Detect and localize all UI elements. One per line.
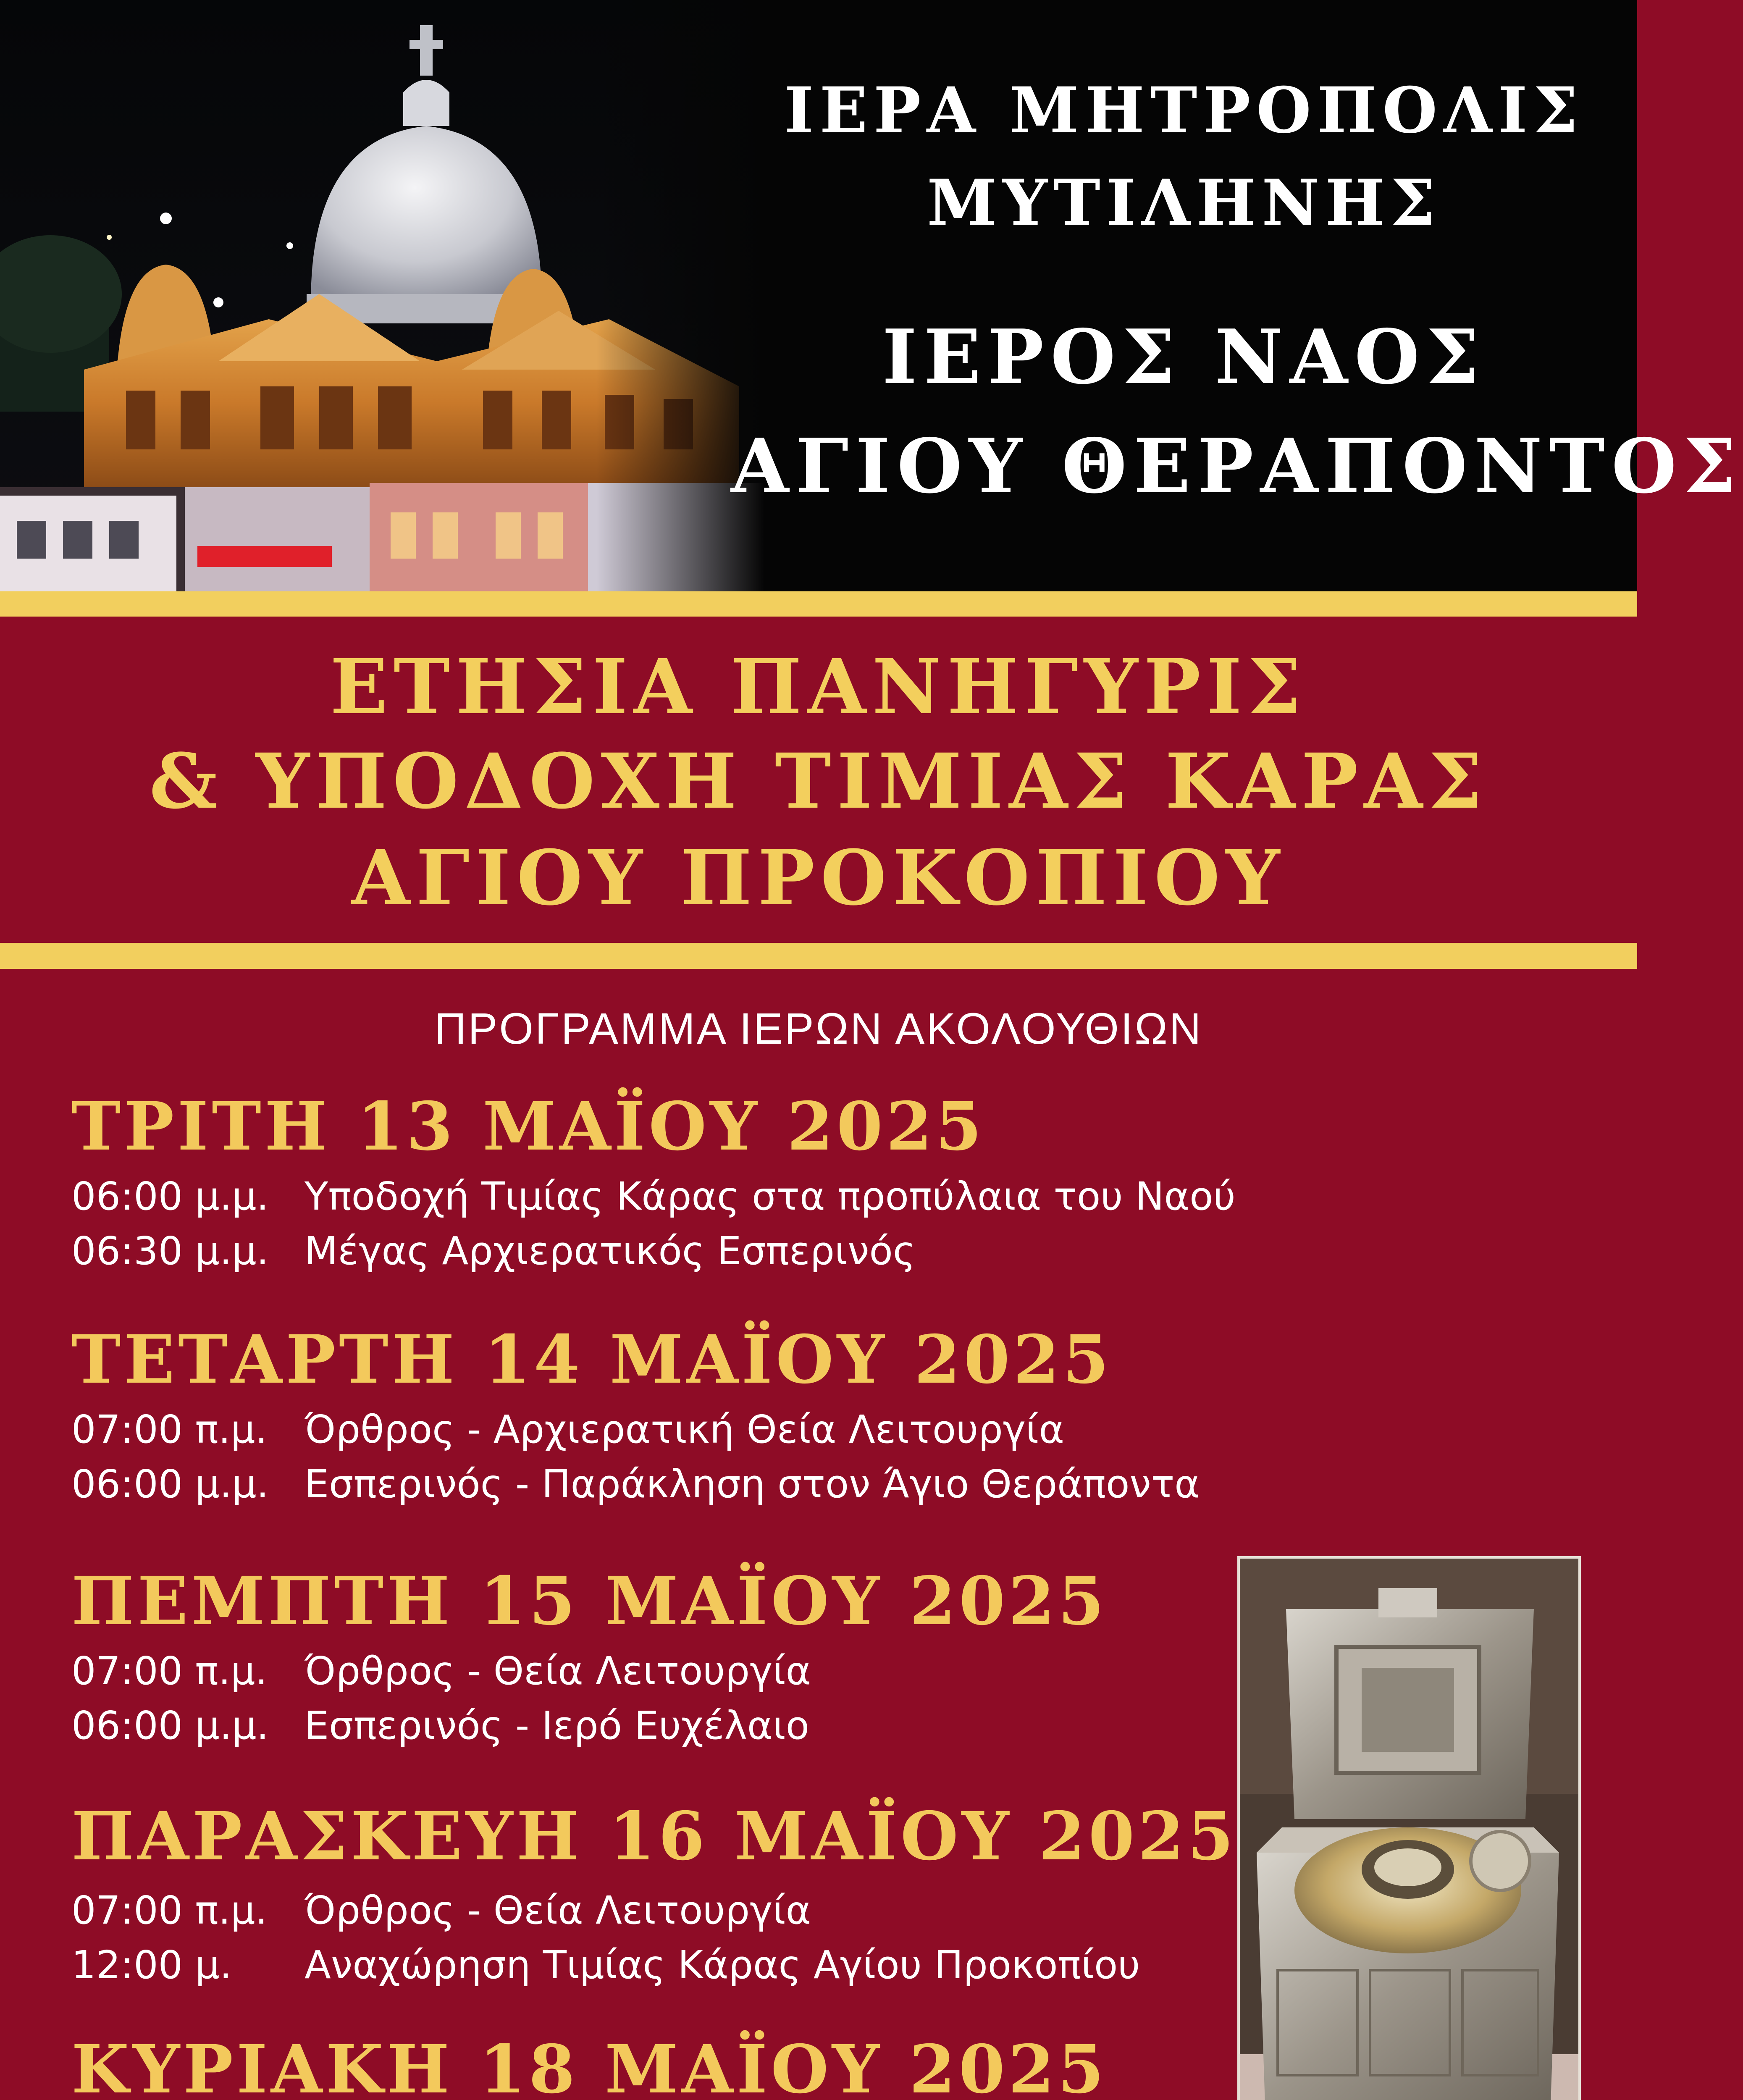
gold-divider-bottom xyxy=(0,943,1637,969)
service-desc: Όρθρος - Θεία Λειτουργία xyxy=(304,1888,811,1933)
service-time: 07:00 π.μ. xyxy=(71,1648,268,1693)
church-title-line1: ΙΕΡΟΣ ΝΑΟΣ xyxy=(882,313,1486,401)
service-desc: Υποδοχή Τιμίας Κάρας στα προπύλαια του Ναού xyxy=(304,1174,1236,1219)
header xyxy=(0,0,1743,591)
service-desc: Εσπερινός - Παράκληση στον Άγιο Θεράποντα xyxy=(304,1462,1200,1507)
service-time: 06:30 μ.μ. xyxy=(71,1228,269,1273)
service-row xyxy=(71,1648,811,1693)
reliquary-illustration xyxy=(1240,1559,1578,2100)
service-time: 07:00 π.μ. xyxy=(71,1888,268,1933)
metropolis-title-line1: ΙΕΡΑ ΜΗΤΡΟΠΟΛΙΣ xyxy=(784,74,1584,147)
day-heading-wednesday: ΤΕΤΑΡΤΗ 14 ΜΑΪΟΥ 2025 xyxy=(71,1321,1113,1399)
service-desc: Μέγας Αρχιερατικός Εσπερινός xyxy=(304,1228,916,1273)
festival-title-line2: & ΥΠΟΔΟΧΗ ΤΙΜΙΑΣ ΚΑΡΑΣ xyxy=(149,737,1488,826)
service-time: 12:00 μ. xyxy=(71,1942,232,1987)
service-row xyxy=(71,1888,811,1933)
service-desc: Όρθρος - Θεία Λειτουργία xyxy=(304,1648,811,1693)
church-photo xyxy=(0,0,764,591)
church-title-line2: ΑΓΙΟΥ ΘΕΡΑΠΟΝΤΟΣ xyxy=(731,422,1743,510)
relic-reliquary-photo xyxy=(1237,1556,1581,2100)
festival-title-line3: ΑΓΙΟΥ ΠΡΟΚΟΠΙΟΥ xyxy=(351,834,1286,922)
gold-divider-top xyxy=(0,591,1637,617)
day-heading-sunday: ΚΥΡΙΑΚΗ 18 ΜΑΪΟΥ 2025 xyxy=(71,2031,1108,2100)
service-time: 06:00 μ.μ. xyxy=(71,1174,269,1219)
service-time: 07:00 π.μ. xyxy=(71,1407,268,1452)
service-desc: Αναχώρηση Τιμίας Κάρας Αγίου Προκοπίου xyxy=(304,1942,1140,1987)
service-row xyxy=(71,1407,1064,1452)
service-desc: Εσπερινός - Ιερό Ευχέλαιο xyxy=(304,1703,809,1748)
service-row xyxy=(71,1942,1140,1987)
service-row xyxy=(71,1174,1236,1219)
metropolis-title-line2: ΜΥΤΙΛΗΝΗΣ xyxy=(927,166,1441,240)
service-time: 06:00 μ.μ. xyxy=(71,1462,269,1507)
service-row xyxy=(71,1462,1200,1507)
program-heading: ΠΡΟΓΡΑΜΜΑ ΙΕΡΩΝ ΑΚΟΛΟΥΘΙΩΝ xyxy=(434,1004,1203,1053)
service-row xyxy=(71,1703,809,1748)
service-row xyxy=(71,1228,916,1273)
day-heading-friday: ΠΑΡΑΣΚΕΥΗ 16 ΜΑΪΟΥ 2025 xyxy=(71,1798,1237,1875)
day-heading-tuesday: ΤΡΙΤΗ 13 ΜΑΪΟΥ 2025 xyxy=(71,1088,985,1166)
service-desc: Όρθρος - Αρχιερατική Θεία Λειτουργία xyxy=(304,1407,1064,1452)
day-heading-thursday: ΠΕΜΠΤΗ 15 ΜΑΪΟΥ 2025 xyxy=(71,1562,1108,1640)
festival-title-line1: ΕΤΗΣΙΑ ΠΑΝΗΓΥΡΙΣ xyxy=(330,643,1307,731)
service-time: 06:00 μ.μ. xyxy=(71,1703,269,1748)
